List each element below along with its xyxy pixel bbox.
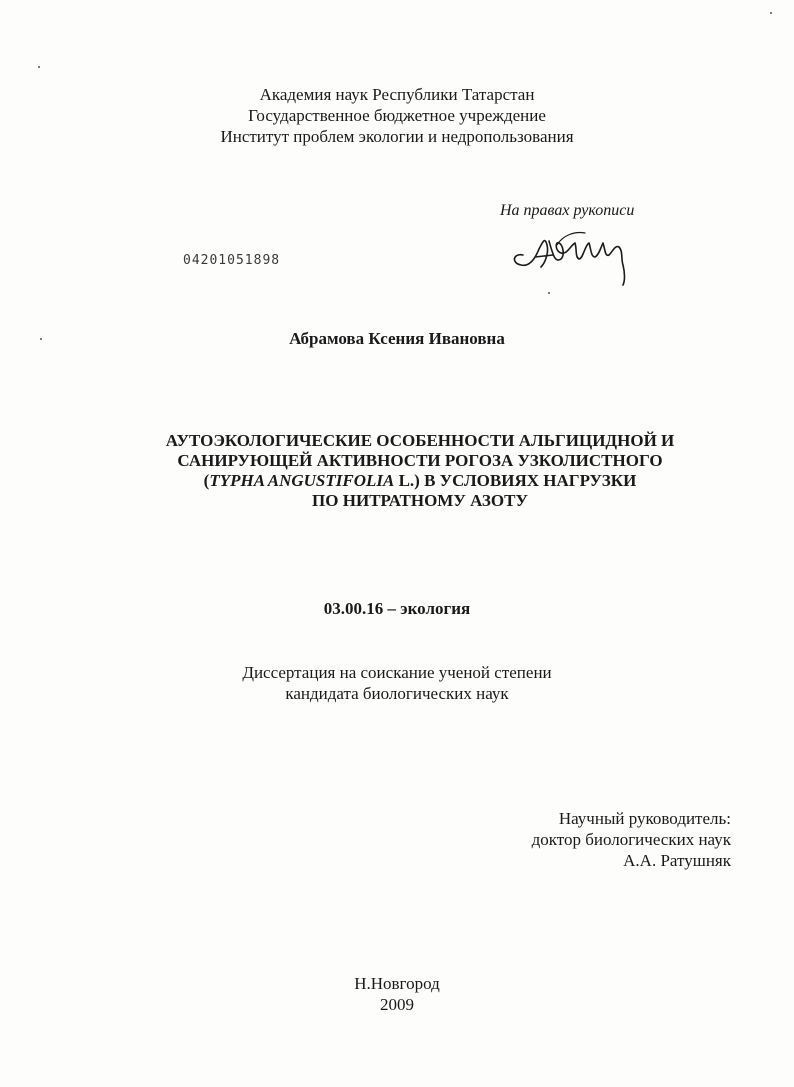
title-latin-name: TYPHA ANGUSTIFOLIA bbox=[209, 471, 395, 490]
supervisor-name: А.А. Ратушняк bbox=[623, 851, 731, 870]
scan-speck bbox=[40, 338, 42, 340]
org-line-institute: Институт проблем экологии и недропользования bbox=[220, 127, 574, 146]
degree-statement bbox=[0, 662, 794, 704]
title-line-3-rest: L.) В УСЛОВИЯХ НАГРУЗКИ bbox=[394, 471, 637, 490]
handwritten-signature bbox=[505, 215, 645, 290]
degree-line-1: Диссертация на соискание ученой степени bbox=[242, 663, 552, 682]
title-line-2: САНИРУЮЩЕЙ АКТИВНОСТИ РОГОЗА УЗКОЛИСТНОГО bbox=[177, 451, 663, 470]
supervisor-block bbox=[532, 808, 731, 871]
organization-header bbox=[0, 84, 794, 147]
place-and-year bbox=[0, 973, 794, 1015]
degree-line-2: кандидата биологических наук bbox=[285, 684, 509, 703]
scan-speck bbox=[38, 66, 40, 68]
manuscript-note: На правах рукописи bbox=[500, 202, 635, 219]
supervisor-degree: доктор биологических наук bbox=[531, 830, 731, 849]
supervisor-role: Научный руководитель: bbox=[558, 809, 731, 828]
author-name: Абрамова Ксения Ивановна bbox=[289, 329, 505, 348]
title-line-4: ПО НИТРАТНОМУ АЗОТУ bbox=[312, 491, 528, 510]
year: 2009 bbox=[380, 995, 414, 1014]
specialty-code: 03.00.16 – экология bbox=[323, 599, 471, 618]
dissertation-title bbox=[110, 431, 730, 511]
org-line-institution-type: Государственное бюджетное учреждение bbox=[248, 106, 546, 125]
city: Н.Новгород bbox=[354, 974, 440, 993]
title-line-3 bbox=[110, 471, 730, 491]
scan-speck bbox=[548, 292, 550, 294]
title-line-1: АУТОЭКОЛОГИЧЕСКИЕ ОСОБЕННОСТИ АЛЬГИЦИДНОЙ И bbox=[165, 431, 675, 450]
title-paren: ( bbox=[203, 471, 210, 490]
inventory-number-stamp: 04201051898 bbox=[183, 253, 281, 268]
scan-speck bbox=[770, 12, 772, 14]
org-line-academy: Академия наук Республики Татарстан bbox=[259, 85, 535, 104]
